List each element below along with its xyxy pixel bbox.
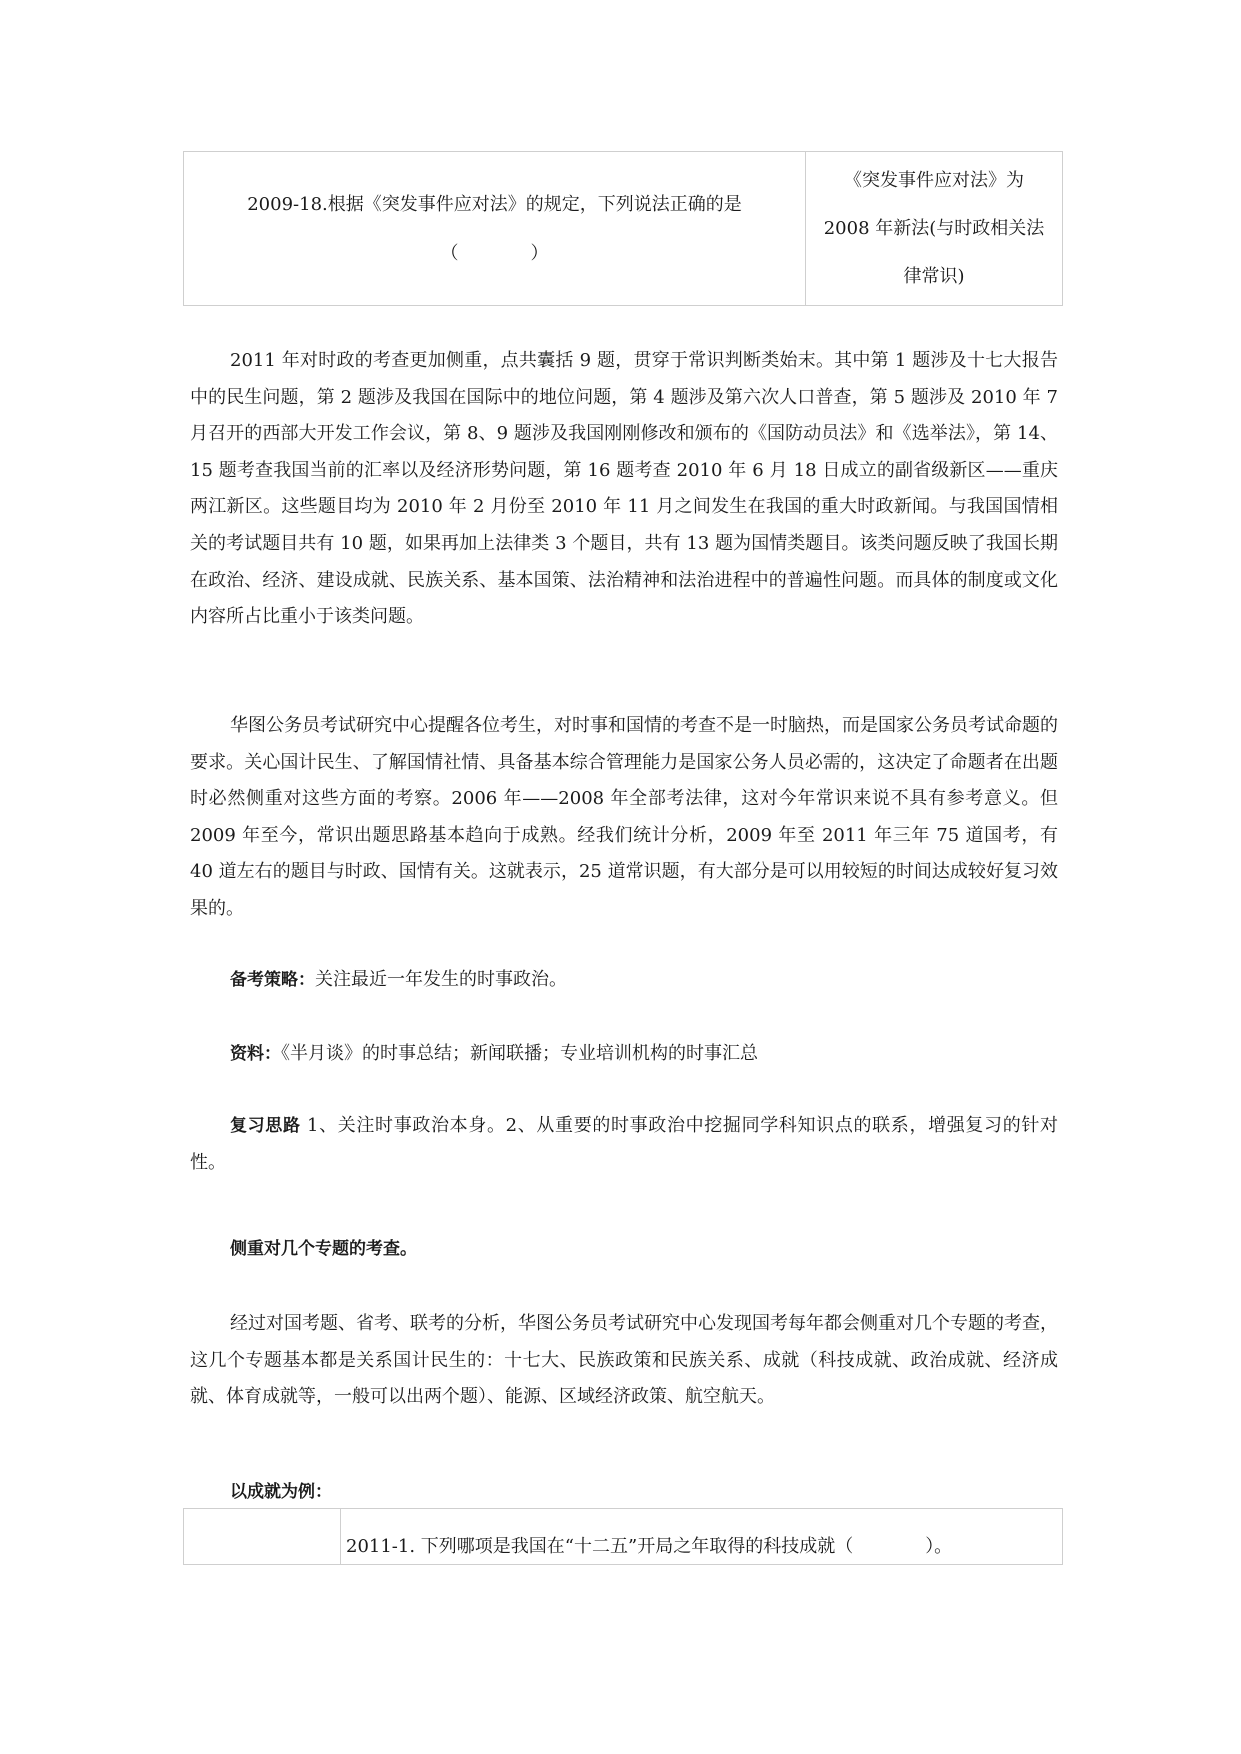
question-text-2011-1: 2011-1. 下列哪项是我国在“十二五”开局之年取得的科技成就（ ）。 [346,1536,953,1557]
question-blank: （ ） [440,242,549,264]
question-cell-2011-1 [341,1509,1062,1564]
section-heading-topics: 侧重对几个专题的考查。 [230,1239,417,1259]
question-table-2009-18 [183,151,1063,306]
strategy-line [230,962,1060,999]
note-line-1: 《突发事件应对法》为 [844,169,1024,191]
question-cell [184,152,806,305]
note-cell [806,152,1062,305]
question-table-2011-1 [183,1508,1063,1565]
empty-cell [184,1509,341,1564]
paragraph-2011-analysis: 2011 年对时政的考查更加侧重，点共囊括 9 题，贯穿于常识判断类始末。其中第 1 题涉及十七大报告中的民生问题，第 2 题涉及我国在国际中的地位问题，第 4 题涉及第六次人口普查，第 5 题涉及 2010 年 7 月召开的西部大开发工作会议，第 8、9 题涉及我国刚刚修改和颁布的《国防动员法》和《选举法》，第 14、15 题考查我国当前的汇率以及经济形势问题，第 16 题考查 2010 年 6 月 18 日成立的副省级新区——重庆两江新区。这些题目均为 2010 年 2 月份至 2010 年 11 月之间发生在我国的重大时政新闻。与我国国情相关的考试题目共有 10 题，如果再加上法律类 3 个题目，共有 13 题为国情类题目。该类问题反映了我国长期在政治、经济、建设成就、民族关系、基本国策、法治精神和法治进程中的普遍性问题。而具体的制度或文化内容所占比重小于该类问题。 [190,350,1058,628]
section-heading-achievement-example: 以成就为例： [230,1482,332,1502]
review-text: 1、关注时事政治本身。2、从重要的时事政治中挖掘同学科知识点的联系，增强复习的针对性。 [190,1115,1059,1173]
question-text: 2009-18.根据《突发事件应对法》的规定，下列说法正确的是 [247,193,742,215]
paragraph-huatu-reminder: 华图公务员考试研究中心提醒各位考生，对时事和国情的考查不是一时脑热，而是国家公务员考试命题的要求。关心国计民生、了解国情社情、具备基本综合管理能力是国家公务人员必需的，这决定了命题者在出题时必然侧重对这些方面的考察。2006 年——2008 年全部考法律，这对今年常识来说不具有参考意义。但 2009 年至今，常识出题思路基本趋向于成熟。经我们统计分析，2009 年至 2011 年三年 75 道国考，有 40 道左右的题目与时政、国情有关。这就表示，25 道常识题，有大部分是可以用较短的时间达成较好复习效果的。 [190,715,1059,919]
materials-label: 资料： [230,1044,281,1064]
materials-text: 《半月谈》的时事总结；新闻联播；专业培训机构的时事汇总 [281,1043,758,1064]
review-paragraph [190,1108,1058,1181]
materials-line [230,1036,1060,1073]
paragraph-topics-analysis: 经过对国考题、省考、联考的分析，华图公务员考试研究中心发现国考每年都会侧重对几个专题的考查，这几个专题基本都是关系国计民生的：十七大、民族政策和民族关系、成就（科技成就、政治成就、经济成就、体育成就等，一般可以出两个题）、能源、区域经济政策、航空航天。 [190,1313,1058,1408]
strategy-text: 关注最近一年发生的时事政治。 [315,969,567,990]
note-line-3: 律常识) [903,265,965,287]
note-line-2: 2008 年新法(与时政相关法 [823,217,1045,239]
strategy-label: 备考策略： [230,970,315,990]
review-label: 复习思路 [230,1116,301,1136]
